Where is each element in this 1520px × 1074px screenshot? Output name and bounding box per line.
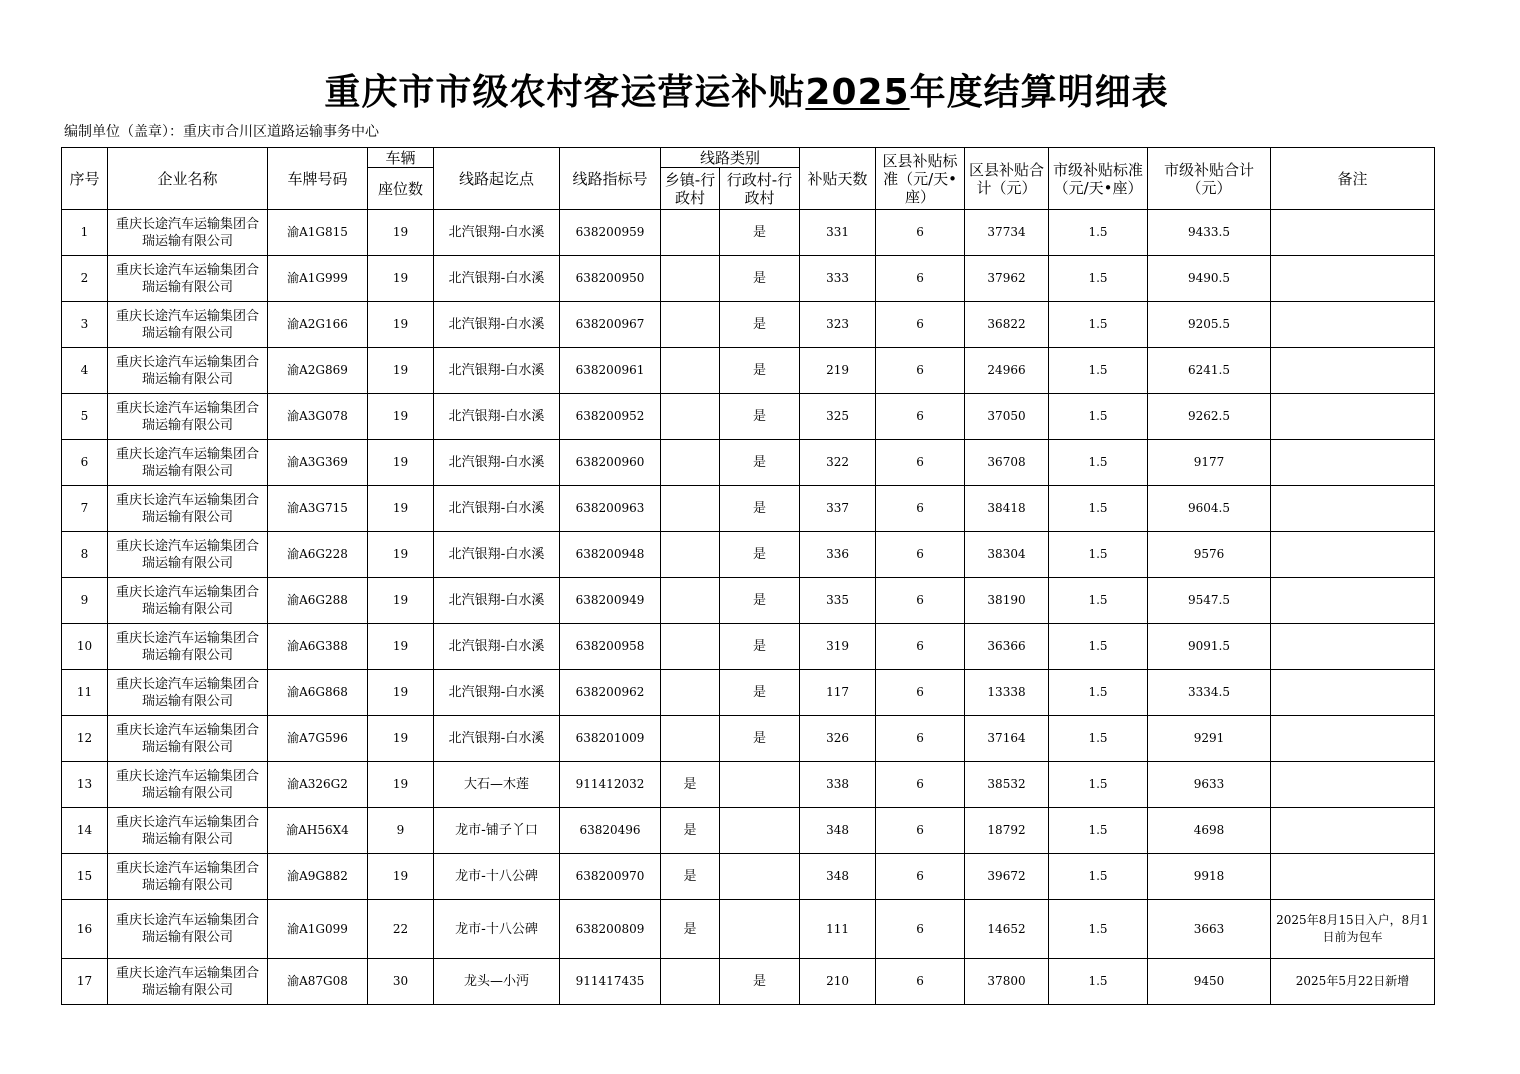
header-route: 线路起讫点 <box>434 148 560 210</box>
cell-type-town <box>661 440 720 486</box>
cell-seats: 19 <box>368 394 434 440</box>
cell-route: 龙头—小沔 <box>434 959 560 1005</box>
cell-county-total: 37050 <box>965 394 1049 440</box>
cell-days: 219 <box>800 348 876 394</box>
cell-county-std: 6 <box>876 302 965 348</box>
cell-type-town <box>661 624 720 670</box>
cell-city-total: 9490.5 <box>1148 256 1271 302</box>
cell-plate: 渝A1G999 <box>268 256 368 302</box>
cell-type-town: 是 <box>661 762 720 808</box>
cell-city-std: 1.5 <box>1049 302 1148 348</box>
cell-seats: 19 <box>368 578 434 624</box>
cell-type-village <box>720 854 800 900</box>
cell-route: 北汽银翔-白水溪 <box>434 440 560 486</box>
table-row <box>62 624 1435 670</box>
cell-seq: 3 <box>62 302 108 348</box>
cell-company: 重庆长途汽车运输集团合瑞运输有限公司 <box>108 394 268 440</box>
cell-type-village: 是 <box>720 532 800 578</box>
cell-seq: 7 <box>62 486 108 532</box>
cell-company: 重庆长途汽车运输集团合瑞运输有限公司 <box>108 532 268 578</box>
compiling-unit: 编制单位（盖章）：重庆市合川区道路运输事务中心 <box>64 124 379 140</box>
cell-route: 北汽银翔-白水溪 <box>434 302 560 348</box>
cell-company: 重庆长途汽车运输集团合瑞运输有限公司 <box>108 210 268 256</box>
cell-type-town <box>661 578 720 624</box>
cell-county-total: 37734 <box>965 210 1049 256</box>
table-row <box>62 854 1435 900</box>
header-city-std: 市级补贴标准（元/天•座） <box>1049 148 1148 210</box>
cell-type-town <box>661 959 720 1005</box>
cell-remark <box>1271 716 1435 762</box>
cell-company: 重庆长途汽车运输集团合瑞运输有限公司 <box>108 440 268 486</box>
cell-days: 336 <box>800 532 876 578</box>
cell-remark <box>1271 578 1435 624</box>
table-body <box>62 210 1435 1005</box>
cell-county-std: 6 <box>876 394 965 440</box>
cell-seats: 19 <box>368 440 434 486</box>
cell-county-total: 38190 <box>965 578 1049 624</box>
cell-county-total: 37962 <box>965 256 1049 302</box>
cell-days: 348 <box>800 854 876 900</box>
cell-route: 大石—木莲 <box>434 762 560 808</box>
cell-days: 335 <box>800 578 876 624</box>
cell-seq: 1 <box>62 210 108 256</box>
title-prefix: 重庆市市级农村客运营运补贴 <box>324 72 806 113</box>
cell-route-id: 638200948 <box>560 532 661 578</box>
cell-plate: 渝A3G078 <box>268 394 368 440</box>
cell-days: 325 <box>800 394 876 440</box>
header-route-id: 线路指标号 <box>560 148 661 210</box>
cell-county-std: 6 <box>876 486 965 532</box>
cell-seats: 19 <box>368 762 434 808</box>
cell-county-std: 6 <box>876 440 965 486</box>
cell-seq: 14 <box>62 808 108 854</box>
header-seq: 序号 <box>62 148 108 210</box>
cell-days: 338 <box>800 762 876 808</box>
cell-type-village <box>720 808 800 854</box>
cell-route-id: 63820496 <box>560 808 661 854</box>
cell-seats: 19 <box>368 256 434 302</box>
cell-remark <box>1271 256 1435 302</box>
cell-type-village <box>720 900 800 959</box>
cell-seats: 22 <box>368 900 434 959</box>
cell-county-total: 36708 <box>965 440 1049 486</box>
cell-type-town <box>661 348 720 394</box>
cell-plate: 渝A326G2 <box>268 762 368 808</box>
cell-company: 重庆长途汽车运输集团合瑞运输有限公司 <box>108 302 268 348</box>
cell-days: 322 <box>800 440 876 486</box>
cell-seq: 17 <box>62 959 108 1005</box>
cell-route-id: 638200959 <box>560 210 661 256</box>
cell-seats: 30 <box>368 959 434 1005</box>
cell-seq: 15 <box>62 854 108 900</box>
cell-type-village: 是 <box>720 440 800 486</box>
cell-days: 323 <box>800 302 876 348</box>
cell-type-town: 是 <box>661 900 720 959</box>
cell-plate: 渝A3G369 <box>268 440 368 486</box>
header-seats: 座位数 <box>368 168 434 210</box>
table-row <box>62 762 1435 808</box>
cell-type-village <box>720 762 800 808</box>
cell-type-village: 是 <box>720 578 800 624</box>
cell-plate: 渝A87G08 <box>268 959 368 1005</box>
header-remark: 备注 <box>1271 148 1435 210</box>
cell-type-town <box>661 716 720 762</box>
cell-route: 北汽银翔-白水溪 <box>434 210 560 256</box>
cell-city-total: 9918 <box>1148 854 1271 900</box>
table-row <box>62 440 1435 486</box>
header-county-total: 区县补贴合计（元） <box>965 148 1049 210</box>
cell-city-std: 1.5 <box>1049 256 1148 302</box>
header-type-village: 行政村-行政村 <box>720 168 800 210</box>
cell-seq: 16 <box>62 900 108 959</box>
cell-seats: 19 <box>368 532 434 578</box>
table-row <box>62 486 1435 532</box>
cell-city-total: 4698 <box>1148 808 1271 854</box>
cell-route-id: 911417435 <box>560 959 661 1005</box>
cell-type-town: 是 <box>661 808 720 854</box>
cell-city-total: 9433.5 <box>1148 210 1271 256</box>
cell-county-std: 6 <box>876 854 965 900</box>
cell-type-village: 是 <box>720 210 800 256</box>
cell-seats: 9 <box>368 808 434 854</box>
cell-county-std: 6 <box>876 808 965 854</box>
cell-city-std: 1.5 <box>1049 440 1148 486</box>
cell-county-std: 6 <box>876 348 965 394</box>
title-year: 2025 <box>805 72 910 113</box>
cell-county-total: 37164 <box>965 716 1049 762</box>
table-header <box>62 148 1435 210</box>
cell-type-town <box>661 670 720 716</box>
header-county-std: 区县补贴标准（元/天•座） <box>876 148 965 210</box>
cell-route: 北汽银翔-白水溪 <box>434 348 560 394</box>
cell-route-id: 638200949 <box>560 578 661 624</box>
cell-seq: 12 <box>62 716 108 762</box>
table-row <box>62 959 1435 1005</box>
cell-days: 331 <box>800 210 876 256</box>
title-suffix: 年度结算明细表 <box>909 72 1169 113</box>
cell-city-std: 1.5 <box>1049 854 1148 900</box>
cell-plate: 渝A2G166 <box>268 302 368 348</box>
cell-seats: 19 <box>368 670 434 716</box>
cell-days: 337 <box>800 486 876 532</box>
settlement-table <box>61 147 1435 1005</box>
cell-city-total: 3334.5 <box>1148 670 1271 716</box>
header-company: 企业名称 <box>108 148 268 210</box>
cell-city-total: 6241.5 <box>1148 348 1271 394</box>
cell-plate: 渝AH56X4 <box>268 808 368 854</box>
cell-remark <box>1271 440 1435 486</box>
cell-route-id: 638200970 <box>560 854 661 900</box>
cell-seats: 19 <box>368 854 434 900</box>
table-row <box>62 578 1435 624</box>
cell-type-town <box>661 394 720 440</box>
cell-city-total: 9450 <box>1148 959 1271 1005</box>
cell-days: 319 <box>800 624 876 670</box>
cell-city-total: 9547.5 <box>1148 578 1271 624</box>
cell-seq: 2 <box>62 256 108 302</box>
table-row <box>62 808 1435 854</box>
cell-seats: 19 <box>368 624 434 670</box>
cell-plate: 渝A1G815 <box>268 210 368 256</box>
cell-city-std: 1.5 <box>1049 394 1148 440</box>
cell-city-std: 1.5 <box>1049 348 1148 394</box>
cell-remark <box>1271 394 1435 440</box>
cell-days: 111 <box>800 900 876 959</box>
cell-city-std: 1.5 <box>1049 670 1148 716</box>
cell-type-town <box>661 256 720 302</box>
header-type-town: 乡镇-行政村 <box>661 168 720 210</box>
cell-company: 重庆长途汽车运输集团合瑞运输有限公司 <box>108 486 268 532</box>
cell-county-total: 18792 <box>965 808 1049 854</box>
cell-seq: 10 <box>62 624 108 670</box>
cell-remark <box>1271 624 1435 670</box>
cell-route-id: 638200950 <box>560 256 661 302</box>
cell-seq: 5 <box>62 394 108 440</box>
cell-type-village: 是 <box>720 486 800 532</box>
cell-company: 重庆长途汽车运输集团合瑞运输有限公司 <box>108 762 268 808</box>
cell-seats: 19 <box>368 302 434 348</box>
cell-plate: 渝A6G868 <box>268 670 368 716</box>
cell-county-total: 14652 <box>965 900 1049 959</box>
cell-county-total: 38304 <box>965 532 1049 578</box>
cell-company: 重庆长途汽车运输集团合瑞运输有限公司 <box>108 256 268 302</box>
table-row <box>62 670 1435 716</box>
cell-county-std: 6 <box>876 256 965 302</box>
cell-remark <box>1271 486 1435 532</box>
header-plate: 车牌号码 <box>268 148 368 210</box>
cell-plate: 渝A2G869 <box>268 348 368 394</box>
cell-city-std: 1.5 <box>1049 210 1148 256</box>
cell-plate: 渝A9G882 <box>268 854 368 900</box>
cell-company: 重庆长途汽车运输集团合瑞运输有限公司 <box>108 900 268 959</box>
cell-plate: 渝A7G596 <box>268 716 368 762</box>
cell-route-id: 638200809 <box>560 900 661 959</box>
cell-route-id: 638200962 <box>560 670 661 716</box>
cell-route: 龙市-铺子丫口 <box>434 808 560 854</box>
cell-remark <box>1271 348 1435 394</box>
cell-seats: 19 <box>368 486 434 532</box>
table-row <box>62 210 1435 256</box>
header-vehicle: 车辆 <box>368 148 434 168</box>
cell-route: 北汽银翔-白水溪 <box>434 624 560 670</box>
cell-seq: 13 <box>62 762 108 808</box>
cell-city-std: 1.5 <box>1049 624 1148 670</box>
cell-route: 北汽银翔-白水溪 <box>434 486 560 532</box>
cell-county-std: 6 <box>876 959 965 1005</box>
cell-seats: 19 <box>368 716 434 762</box>
cell-city-total: 9576 <box>1148 532 1271 578</box>
cell-company: 重庆长途汽车运输集团合瑞运输有限公司 <box>108 959 268 1005</box>
cell-route: 北汽银翔-白水溪 <box>434 716 560 762</box>
cell-type-village: 是 <box>720 670 800 716</box>
cell-city-total: 9291 <box>1148 716 1271 762</box>
cell-remark <box>1271 302 1435 348</box>
cell-remark <box>1271 808 1435 854</box>
cell-days: 348 <box>800 808 876 854</box>
cell-type-town <box>661 210 720 256</box>
cell-days: 210 <box>800 959 876 1005</box>
cell-company: 重庆长途汽车运输集团合瑞运输有限公司 <box>108 716 268 762</box>
cell-county-std: 6 <box>876 624 965 670</box>
cell-days: 326 <box>800 716 876 762</box>
cell-city-total: 3663 <box>1148 900 1271 959</box>
cell-county-std: 6 <box>876 900 965 959</box>
header-days: 补贴天数 <box>800 148 876 210</box>
cell-city-total: 9205.5 <box>1148 302 1271 348</box>
cell-plate: 渝A6G388 <box>268 624 368 670</box>
cell-type-town <box>661 486 720 532</box>
cell-company: 重庆长途汽车运输集团合瑞运输有限公司 <box>108 578 268 624</box>
cell-seats: 19 <box>368 210 434 256</box>
cell-type-village: 是 <box>720 348 800 394</box>
cell-county-std: 6 <box>876 532 965 578</box>
cell-county-total: 36822 <box>965 302 1049 348</box>
header-city-total: 市级补贴合计（元） <box>1148 148 1271 210</box>
cell-plate: 渝A3G715 <box>268 486 368 532</box>
table-row <box>62 256 1435 302</box>
cell-county-total: 37800 <box>965 959 1049 1005</box>
cell-type-village: 是 <box>720 716 800 762</box>
cell-city-total: 9604.5 <box>1148 486 1271 532</box>
cell-city-std: 1.5 <box>1049 900 1148 959</box>
table-row <box>62 302 1435 348</box>
cell-route: 北汽银翔-白水溪 <box>434 670 560 716</box>
cell-city-std: 1.5 <box>1049 578 1148 624</box>
cell-days: 117 <box>800 670 876 716</box>
cell-remark <box>1271 210 1435 256</box>
cell-remark <box>1271 532 1435 578</box>
cell-route-id: 638201009 <box>560 716 661 762</box>
cell-route: 龙市-十八公碑 <box>434 900 560 959</box>
cell-route-id: 638200960 <box>560 440 661 486</box>
cell-type-village: 是 <box>720 302 800 348</box>
cell-city-std: 1.5 <box>1049 532 1148 578</box>
cell-county-total: 24966 <box>965 348 1049 394</box>
table-row <box>62 900 1435 959</box>
cell-county-std: 6 <box>876 762 965 808</box>
cell-city-total: 9177 <box>1148 440 1271 486</box>
cell-route-id: 911412032 <box>560 762 661 808</box>
cell-plate: 渝A6G228 <box>268 532 368 578</box>
cell-seq: 11 <box>62 670 108 716</box>
cell-seq: 4 <box>62 348 108 394</box>
cell-city-std: 1.5 <box>1049 808 1148 854</box>
cell-company: 重庆长途汽车运输集团合瑞运输有限公司 <box>108 348 268 394</box>
cell-seq: 9 <box>62 578 108 624</box>
cell-route-id: 638200961 <box>560 348 661 394</box>
cell-remark <box>1271 762 1435 808</box>
cell-seq: 8 <box>62 532 108 578</box>
cell-route-id: 638200963 <box>560 486 661 532</box>
cell-county-std: 6 <box>876 670 965 716</box>
cell-route: 龙市-十八公碑 <box>434 854 560 900</box>
cell-county-std: 6 <box>876 716 965 762</box>
cell-type-village: 是 <box>720 624 800 670</box>
cell-type-village: 是 <box>720 394 800 440</box>
cell-type-village: 是 <box>720 959 800 1005</box>
cell-company: 重庆长途汽车运输集团合瑞运输有限公司 <box>108 854 268 900</box>
table-row <box>62 348 1435 394</box>
cell-route-id: 638200952 <box>560 394 661 440</box>
cell-city-total: 9633 <box>1148 762 1271 808</box>
document-title <box>0 66 1493 120</box>
cell-county-total: 38418 <box>965 486 1049 532</box>
cell-plate: 渝A6G288 <box>268 578 368 624</box>
table-row <box>62 394 1435 440</box>
cell-type-town <box>661 302 720 348</box>
cell-company: 重庆长途汽车运输集团合瑞运输有限公司 <box>108 624 268 670</box>
cell-remark: 2025年8月15日入户，8月1日前为包车 <box>1271 900 1435 959</box>
cell-company: 重庆长途汽车运输集团合瑞运输有限公司 <box>108 670 268 716</box>
cell-county-std: 6 <box>876 210 965 256</box>
header-route-type: 线路类别 <box>661 148 800 168</box>
cell-type-town: 是 <box>661 854 720 900</box>
cell-county-total: 38532 <box>965 762 1049 808</box>
cell-type-town <box>661 532 720 578</box>
cell-seats: 19 <box>368 348 434 394</box>
cell-remark: 2025年5月22日新增 <box>1271 959 1435 1005</box>
cell-seq: 6 <box>62 440 108 486</box>
cell-remark <box>1271 670 1435 716</box>
cell-days: 333 <box>800 256 876 302</box>
cell-county-total: 36366 <box>965 624 1049 670</box>
cell-remark <box>1271 854 1435 900</box>
cell-route-id: 638200958 <box>560 624 661 670</box>
cell-city-std: 1.5 <box>1049 959 1148 1005</box>
cell-route-id: 638200967 <box>560 302 661 348</box>
cell-city-std: 1.5 <box>1049 716 1148 762</box>
cell-type-village: 是 <box>720 256 800 302</box>
cell-route: 北汽银翔-白水溪 <box>434 394 560 440</box>
cell-company: 重庆长途汽车运输集团合瑞运输有限公司 <box>108 808 268 854</box>
cell-county-std: 6 <box>876 578 965 624</box>
cell-county-total: 39672 <box>965 854 1049 900</box>
cell-route: 北汽银翔-白水溪 <box>434 578 560 624</box>
cell-route: 北汽银翔-白水溪 <box>434 256 560 302</box>
cell-route: 北汽银翔-白水溪 <box>434 532 560 578</box>
table-row <box>62 532 1435 578</box>
cell-city-total: 9262.5 <box>1148 394 1271 440</box>
cell-city-std: 1.5 <box>1049 486 1148 532</box>
cell-plate: 渝A1G099 <box>268 900 368 959</box>
cell-county-total: 13338 <box>965 670 1049 716</box>
table-row <box>62 716 1435 762</box>
cell-city-total: 9091.5 <box>1148 624 1271 670</box>
cell-city-std: 1.5 <box>1049 762 1148 808</box>
